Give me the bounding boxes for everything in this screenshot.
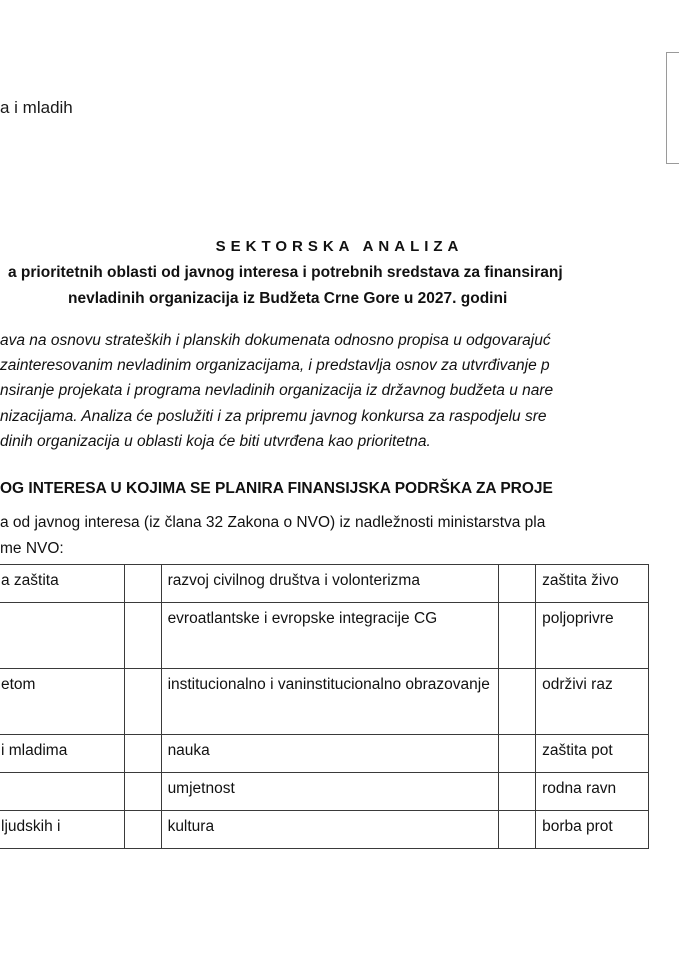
document-subtitle-line-1: a prioritetnih oblasti od javnog interesa i potrebnih sredstava za finansiranj: [8, 264, 563, 281]
section-intro-line: me NVO:: [0, 540, 64, 557]
checkbox-cell[interactable]: [124, 603, 161, 669]
checkbox-cell[interactable]: [499, 603, 536, 669]
area-cell-right: rodna ravn: [536, 773, 649, 811]
area-cell-left: a zaštita: [0, 565, 124, 603]
section-intro-line: a od javnog interesa (iz člana 32 Zakona o NVO) iz nadležnosti ministarstva pla: [0, 514, 546, 531]
ministry-name: a i mladih: [0, 98, 73, 117]
checkbox-cell[interactable]: [124, 669, 161, 735]
intro-paragraph-line: nsiranje projekata i programa nevladinih organizacija iz državnog budžeta u nare: [0, 382, 554, 399]
checkbox-cell[interactable]: [124, 735, 161, 773]
table-row: [0, 773, 649, 811]
area-cell-middle: nauka: [161, 735, 499, 773]
area-cell-middle: institucionalno i vaninstitucionalno obrazovanje: [161, 669, 499, 735]
table-row: [0, 735, 649, 773]
checkbox-cell[interactable]: [499, 669, 536, 735]
table-row: [0, 811, 649, 849]
area-cell-left: [0, 773, 124, 811]
checkbox-cell[interactable]: [499, 735, 536, 773]
registration-stamp-box: [666, 52, 679, 164]
document-subtitle-line-2: nevladinih organizacija iz Budžeta Crne Gore u 2027. godini: [68, 290, 508, 307]
area-cell-left: ljudskih i: [0, 811, 124, 849]
area-cell-middle: kultura: [161, 811, 499, 849]
area-cell-middle: razvoj civilnog društva i volonterizma: [161, 565, 499, 603]
checkbox-cell[interactable]: [124, 811, 161, 849]
public-interest-areas-table: [0, 564, 649, 849]
section-heading: OG INTERESA U KOJIMA SE PLANIRA FINANSIJSKA PODRŠKA ZA PROJE: [0, 480, 553, 497]
area-cell-left: i mladima: [0, 735, 124, 773]
intro-paragraph-line: nizacijama. Analiza će poslužiti i za pripremu javnog konkursa za raspodjelu sre: [0, 408, 547, 425]
checkbox-cell[interactable]: [124, 773, 161, 811]
document-title: SEKTORSKA ANALIZA: [215, 238, 464, 255]
checkbox-cell[interactable]: [124, 565, 161, 603]
area-cell-middle: umjetnost: [161, 773, 499, 811]
checkbox-cell[interactable]: [499, 811, 536, 849]
intro-paragraph-line: ava na osnovu strateških i planskih dokumenata odnosno propisa u odgovarajuć: [0, 332, 551, 349]
intro-paragraph-line: zainteresovanim nevladinim organizacijama, i predstavlja osnov za utvrđivanje p: [0, 357, 550, 374]
area-cell-left: [0, 603, 124, 669]
area-cell-right: poljoprivre: [536, 603, 649, 669]
area-cell-right: zaštita pot: [536, 735, 649, 773]
area-cell-left: etom: [0, 669, 124, 735]
checkbox-cell[interactable]: [499, 565, 536, 603]
area-cell-right: zaštita živo: [536, 565, 649, 603]
intro-paragraph-line: dinih organizacija u oblasti koja će biti utvrđena kao prioritetna.: [0, 433, 431, 450]
checkbox-cell[interactable]: [499, 773, 536, 811]
area-cell-middle: evroatlantske i evropske integracije CG: [161, 603, 499, 669]
area-cell-right: borba prot: [536, 811, 649, 849]
table-row: [0, 565, 649, 603]
table-row: [0, 669, 649, 735]
area-cell-right: održivi raz: [536, 669, 649, 735]
table-row: [0, 603, 649, 669]
